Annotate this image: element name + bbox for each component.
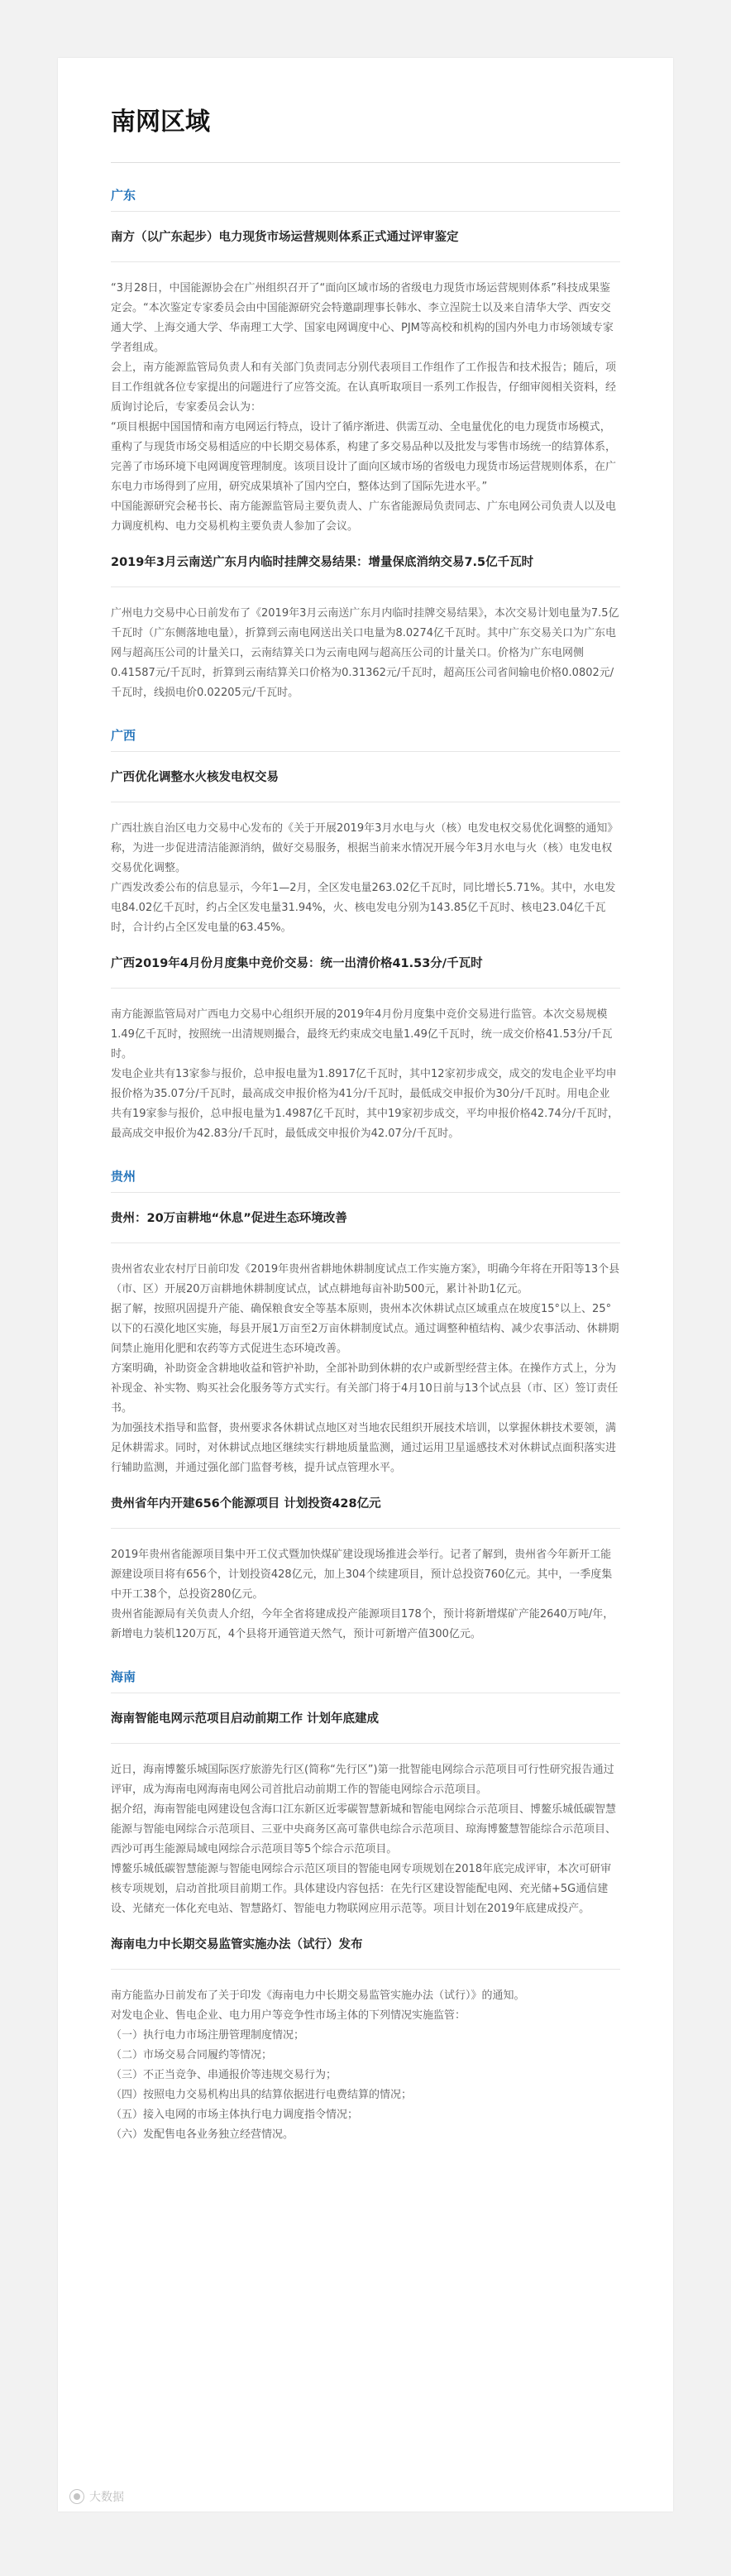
article-title: 贵州省年内开建656个能源项目 计划投资428亿元 bbox=[111, 1497, 381, 1511]
article-paragraph: （四）按照电力交易机构出具的结算依据进行电费结算的情况； bbox=[111, 2089, 413, 2101]
article-paragraph: 广州电力交易中心日前发布了《2019年3月云南送广东月内临时挂牌交易结果》，本次交易计划电量为7.5亿千瓦时（广东侧落地电量），折算到云南电网送出关口电量为8.0274亿千瓦时。其中广东交易关口为广东电网与超高压公司的计量关口，云南结算关口为云南电网与超高压公司的计量关口。价格为广东电网侧0.41587元/千瓦时，折算到云南结算关口价格为0.31362元/千瓦时，超高压公司省间输电价格0.0802元/千瓦时，线损电价0.02205元/千瓦时。 bbox=[111, 607, 619, 699]
article-paragraph: 方案明确，补助资金含耕地收益和管护补助，全部补助到休耕的农户或新型经营主体。在操作方式上，分为补现金、补实物、购买社会化服务等方式实行。有关部门将于4月10日前与13个试点县（市、区）签订责任书。 bbox=[111, 1362, 619, 1415]
article-divider bbox=[111, 988, 620, 989]
article-paragraph: （一）执行电力市场注册管理制度情况； bbox=[111, 2029, 305, 2042]
watermark-logo-icon bbox=[69, 2489, 84, 2504]
article-title: 贵州：20万亩耕地“休息”促进生态环境改善 bbox=[111, 1212, 347, 1225]
article-paragraph: 博鳌乐城低碳智慧能源与智能电网综合示范区项目的智能电网专项规划在2018年底完成评审，本次可研审核专项规划，启动首批项目前期工作。具体建设内容包括：在先行区建设智能配电网、充光储+5G通信建设、光储充一体化充电站、智慧路灯、智能电力物联网应用示范等。项目计划在2019年底建成投产。 bbox=[111, 1863, 612, 1915]
article-paragraph: 发电企业共有13家参与报价，总申报电量为1.8917亿千瓦时，其中12家初步成交，成交的发电企业平均申报价格为35.07分/千瓦时，最高成交申报价格为41分/千瓦时，最低成交申报价为30分/千瓦时。用电企业共有19家参与报价，总申报电量为1.4987亿千瓦时，其中19家初步成交，平均申报价格42.74分/千瓦时，最高成交申报价为42.83分/千瓦时，最低成交申报价为42.07分/千瓦时。 bbox=[111, 1068, 619, 1140]
page-title: 南网区域 bbox=[111, 108, 210, 136]
article-body bbox=[111, 819, 620, 938]
article-paragraph: “项目根据中国国情和南方电网运行特点，设计了循序渐进、供需互动、全电量优化的电力现货市场模式，重构了与现货市场交易相适应的中长期交易体系，构建了多交易品种以及批发与零售市场统一的结算体系，完善了市场环境下电网调度管理制度。该项目设计了面向区域市场的省级电力现货市场运营规则体系，在广东电力市场得到了应用，研究成果填补了国内空白，整体达到了国际先进水平。” bbox=[111, 421, 617, 493]
article-paragraph: 会上，南方能源监管局负责人和有关部门负责同志分别代表项目工作组作了工作报告和技术报告；随后，项目工作组就各位专家提出的问题进行了应答交流。在认真听取项目一系列工作报告，仔细审阅相关资料，经质询讨论后，专家委员会认为： bbox=[111, 362, 617, 414]
article-paragraph: 近日，海南博鳌乐城国际医疗旅游先行区(简称“先行区”)第一批智能电网综合示范项目可行性研究报告通过评审，成为海南电网海南电网公司首批启动前期工作的智能电网综合示范项目。 bbox=[111, 1764, 614, 1796]
article-body bbox=[111, 1545, 620, 1645]
article-paragraph: （五）接入电网的市场主体执行电力调度指令情况； bbox=[111, 2109, 359, 2121]
article-body bbox=[111, 604, 620, 703]
article-title: 南方（以广东起步）电力现货市场运营规则体系正式通过评审鉴定 bbox=[111, 231, 459, 244]
article-title: 广西2019年4月份月度集中竞价交易：统一出清价格41.53分/千瓦时 bbox=[111, 957, 483, 970]
article-divider bbox=[111, 1743, 620, 1744]
article-title: 广西优化调整水火核发电权交易 bbox=[111, 771, 279, 784]
article-content bbox=[58, 58, 673, 2145]
watermark bbox=[69, 2488, 124, 2505]
article-paragraph: （六）发配售电各业务独立经营情况。 bbox=[111, 2128, 294, 2141]
region-heading: 贵州 bbox=[111, 1169, 136, 1184]
article-paragraph: 对发电企业、售电企业、电力用户等竞争性市场主体的下列情况实施监管： bbox=[111, 2009, 466, 2022]
article-body bbox=[111, 1760, 620, 1919]
article-paragraph: 为加强技术指导和监督，贵州要求各休耕试点地区对当地农民组织开展技术培训，以掌握休耕技术要领，满足休耕需求。同时，对休耕试点地区继续实行耕地质量监测，通过运用卫星遥感技术对休耕试点面积落实进行辅助监测，并通过强化部门监督考核，提升试点管理水平。 bbox=[111, 1422, 617, 1474]
article-body bbox=[111, 1986, 620, 2145]
article-paragraph: “3月28日，中国能源协会在广州组织召开了“面向区域市场的省级电力现货市场运营规则体系”科技成果鉴定会。“本次鉴定专家委员会由中国能源研究会特邀副理事长韩水、李立浧院士以及来自清华大学、西安交通大学、上海交通大学、华南理工大学、国家电网调度中心、PJM等高校和机构的国内外电力市场领域专家学者组成。 bbox=[111, 282, 614, 354]
region-heading: 海南 bbox=[111, 1669, 136, 1684]
article-paragraph: 中国能源研究会秘书长、南方能源监管局主要负责人、广东省能源局负责同志、广东电网公司负责人以及电力调度机构、电力交易机构主要负责人参加了会议。 bbox=[111, 500, 617, 533]
article-title: 2019年3月云南送广东月内临时挂牌交易结果：增量保底消纳交易7.5亿千瓦时 bbox=[111, 556, 534, 569]
article-divider bbox=[111, 1969, 620, 1970]
region-heading: 广西 bbox=[111, 728, 136, 743]
article-paragraph: 广西壮族自治区电力交易中心发布的《关于开展2019年3月水电与火（核）电发电权交易优化调整的通知》称，为进一步促进清洁能源消纳，做好交易服务，根据当前来水情况开展今年3月水电与火（核）电发电权交易优化调整。 bbox=[111, 822, 619, 874]
sections-container bbox=[111, 186, 620, 2145]
article-paragraph: 南方能源监管局对广西电力交易中心组织开展的2019年4月份月度集中竞价交易进行监管。本次交易规模1.49亿千瓦时，按照统一出清规则撮合，最终无约束成交电量1.49亿千瓦时，统一成交价格41.53分/千瓦时。 bbox=[111, 1008, 613, 1061]
region-divider bbox=[111, 211, 620, 212]
article-title: 海南智能电网示范项目启动前期工作 计划年底建成 bbox=[111, 1712, 380, 1726]
article-divider bbox=[111, 261, 620, 262]
article-divider bbox=[111, 1528, 620, 1529]
watermark-text: 大数据 bbox=[89, 2491, 124, 2504]
article-paragraph: 广西发改委公布的信息显示，今年1—2月，全区发电量263.02亿千瓦时，同比增长5.71%。其中，水电发电84.02亿千瓦时，约占全区发电量31.94%，火、核电发电分别为143.85亿千瓦时、核电23.04亿千瓦时，合计约占全区发电量的63.45%。 bbox=[111, 882, 616, 934]
article-paragraph: 贵州省能源局有关负责人介绍，今年全省将建成投产能源项目178个，预计将新增煤矿产能2640万吨/年，新增电力装机120万瓦，4个县将开通管道天然气，预计可新增产值300亿元。 bbox=[111, 1608, 614, 1640]
article-title: 海南电力中长期交易监管实施办法（试行）发布 bbox=[111, 1938, 363, 1951]
article-paragraph: （二）市场交易合同履约等情况； bbox=[111, 2049, 273, 2061]
region-divider bbox=[111, 1192, 620, 1193]
article-page bbox=[58, 58, 673, 2511]
title-divider bbox=[111, 162, 620, 163]
article-paragraph: 2019年贵州省能源项目集中开工仪式暨加快煤矿建设现场推进会举行。记者了解到，贵州省今年新开工能源建设项目将有656个，计划投资428亿元，加上304个续建项目，预计总投资760亿元。其中，一季度集中开工38个，总投资280亿元。 bbox=[111, 1549, 613, 1601]
article-paragraph: （三）不正当竞争、串通报价等违规交易行为； bbox=[111, 2069, 337, 2081]
article-paragraph: 据了解，按照巩固提升产能、确保粮食安全等基本原则，贵州本次休耕试点区域重点在坡度15°以上、25°以下的石漠化地区实施，每县开展1万亩至2万亩休耕制度试点。通过调整种植结构、减少农事活动、休耕期间禁止施用化肥和农药等方式促进生态环境改善。 bbox=[111, 1303, 619, 1355]
region-heading: 广东 bbox=[111, 188, 136, 203]
article-paragraph: 据介绍，海南智能电网建设包含海口江东新区近零碳智慧新城和智能电网综合示范项目、博鳌乐城低碳智慧能源与智能电网综合示范项目、三亚中央商务区高可靠供电综合示范项目、琼海博鳌慧智能综合示范项目、西沙可再生能源局域电网综合示范项目等5个综合示范项目。 bbox=[111, 1803, 617, 1855]
region-divider bbox=[111, 751, 620, 752]
article-body bbox=[111, 1005, 620, 1144]
article-paragraph: 贵州省农业农村厅日前印发《2019年贵州省耕地休耕制度试点工作实施方案》，明确今年将在开阳等13个县（市、区）开展20万亩耕地休耕制度试点，试点耕地每亩补助500元，累计补助1亿元。 bbox=[111, 1263, 620, 1295]
article-paragraph: 南方能监办日前发布了关于印发《海南电力中长期交易监管实施办法（试行）》的通知。 bbox=[111, 1989, 525, 2002]
article-body bbox=[111, 1260, 620, 1478]
article-body bbox=[111, 279, 620, 537]
